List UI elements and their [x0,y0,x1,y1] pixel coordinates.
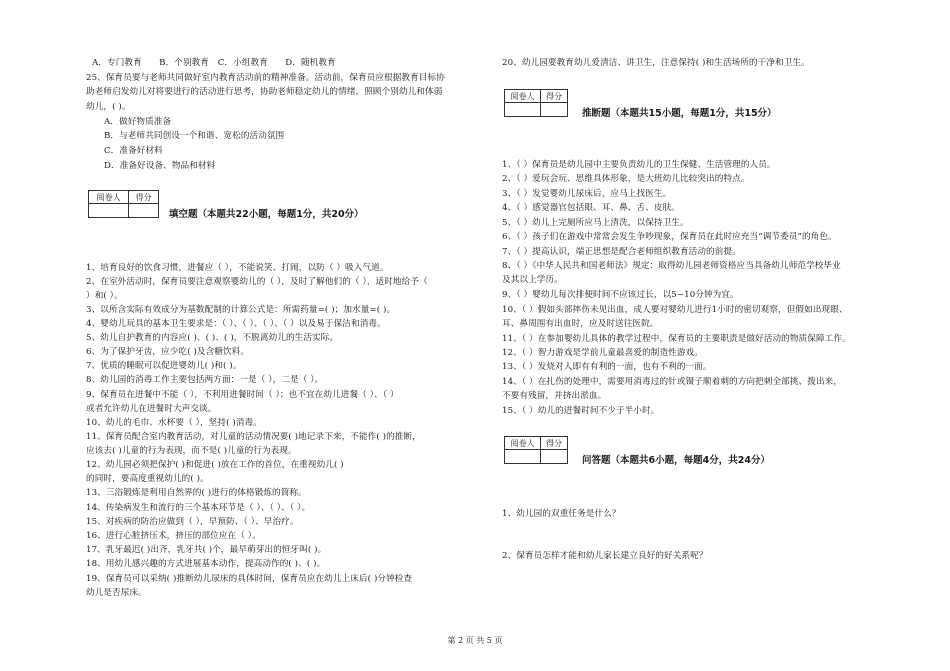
judgement-line: 6、（ ）孩子们在游戏中常常会发生争吵现象，保育员在此时应充当“调节委员”的角色。 [502,232,837,242]
judgement-line: 4、（ ）感觉器官包括眼、耳、鼻、舌、皮肤。 [502,203,680,213]
question-line: 幼儿，( )。 [86,102,131,112]
judgement-line: 耳、鼻周围有出血时，应及时送往医院。 [502,319,659,329]
fill-line: ）和( ）。 [86,291,123,301]
section-title: 推断题（本题共15小题，每题1分，共15分） [582,108,777,119]
fill-line: 11、保育员配合室内教育活动，对儿童的活动情况要( )地记录下来，不能作( )的推断， [86,432,421,442]
score-label: 得分 [541,90,568,103]
fill-line: 8、幼儿园的消毒工作主要包括两方面：一是（ ），二是（ ）。 [86,375,324,385]
judgement-line: 不要有残留，并挤出淤血。 [502,391,607,401]
reviewer-label: 阅卷人 [89,191,129,204]
judgement-line: 12、（ ）智力游戏是学前儿童最喜爱的制造性游戏。 [502,348,703,358]
question-line: 25、保育员要与老师共同做好室内教育活动前的精神准备。活动前，保育员应根据教育目标协 [86,73,445,83]
fill-line: 19、保育员可以采纳( )推断幼儿尿床的具体时间，保育员应在幼儿上床后( )分钟检查 [86,574,413,584]
fill-line: 4、婴幼儿玩具的基本卫生要求是：（ ）、（ ）、（ ）、（ ）以及易于保洁和消毒。 [86,319,386,329]
fill-line: 18、用幼儿感兴趣的方式进展基本动作，提高动作的( )、( )。 [86,559,326,569]
option-line: D．准备好设备、物品和材料 [104,161,216,171]
judgement-line: 5、（ ）幼儿上完厕所应马上清洗，以保持卫生。 [502,218,689,228]
fill-line: 3、以所含实际有效成分为基数配制的计算公式是：所需药量=( )；加水量=( )。 [86,305,396,315]
judgement-line: 7、（ ）提高认识，端正思想是配合老师组织教育活动的前提。 [502,247,741,257]
judgement-line: 13、（ ）发烧对人即有有利的一面，也有不利的一面。 [502,362,712,372]
fill-line: 20、幼儿园要教育幼儿爱清洁、讲卫生，注意保持( )和生活场所的干净和卫生。 [502,58,810,68]
option-line: A．专门教育 B．个别教育 C．小组教育 D．随机教育 [92,58,336,68]
judgement-line: 3、（ ）发觉婴幼儿尿床后，应马上找医生。 [502,189,672,199]
judgement-line: 9、（ ）婴幼儿每次排便时间不应该过长，以5~10分钟为宜。 [502,290,739,300]
fill-line: 12、幼儿园必须把保护( )和促进( )放在工作的首位，在重视幼儿( ) [86,460,344,470]
judgement-line: 1、（ ）保育员是幼儿园中主要负责幼儿的卫生保健、生活管理的人员。 [502,160,776,170]
reviewer-label: 阅卷人 [505,90,541,103]
fill-line: 的同时，要高度重视幼儿的( )。 [86,474,209,484]
judgement-line: 10、（ ）假如头部摔伤未见出血，成人要对婴幼儿进行1小时的密切观察，但假如出现眼、 [502,305,848,315]
fill-line: 16、进行心脏挤压术，挤压的部位应在（ ）。 [86,531,261,541]
score-box [88,190,159,218]
fill-line: 1、培育良好的饮食习惯，进餐应（ ），不能说笑、打闹，以防（ ）吸入气道。 [86,263,389,273]
judgement-line: 14、（ ）在扎伤的处理中，需要用消毒过的针或镊子顺着刺的方向把刺全部挑、拨出来， [502,377,843,387]
judgement-line: 及其以上学历。 [502,275,563,285]
fill-line: 幼儿是否尿床。 [86,588,147,598]
score-label: 得分 [541,437,568,450]
fill-line: 或者允许幼儿在进餐时大声交谈。 [86,404,217,414]
fill-line: 15、对疾病的防治应做到（ ），早预防、（ ）、早治疗。 [86,517,299,527]
judgement-line: 15、（ ）幼儿的进餐时间不少于半小时。 [502,406,660,416]
option-line: C．准备好材料 [104,146,163,156]
question-line: 助老师启发幼儿对将要进行的活动进行思考，协助老师稳定幼儿的情绪，照顾个别幼儿和体弱 [86,87,443,97]
question-line: 2、保育员怎样才能和幼儿家长建立良好的好关系呢？ [502,551,708,561]
option-line: A．做好物质准备 [104,117,172,127]
fill-line: 14、传染病发生和流行的三个基本环节是（ ）、（ ）、（ ）。 [86,503,311,513]
option-line: B．与老师共同创设一个和谐、宽松的活动氛围 [104,131,285,141]
question-line: 1、幼儿园的双重任务是什么？ [502,509,621,519]
section-title: 问答题（本题共6小题，每题4分，共24分） [582,455,770,466]
fill-line: 17、乳牙最迟( )出齐，乳牙共( )个，最早萌芽出的恒牙叫( )。 [86,545,327,555]
fill-line: 应该去( )儿童的行为表现，而不是( )儿童的行为表现。 [86,446,297,456]
judgement-line: 11、（ ）在参加婴幼儿具体的教学过程中，保育员的主要职责是做好活动的物质保障工作。 [502,334,851,344]
fill-line: 9、保育员在进餐中不能（ ），不利用进餐时间（ ）；也不宜在幼儿进餐（ ）、（ ） [86,390,399,400]
fill-line: 10、幼儿的毛巾、水杯要（ ），坚持( )消毒。 [86,418,262,428]
judgement-line: 8、（ ）《中华人民共和国老师法》规定：取得幼儿园老师资格应当具备幼儿师范学校毕业 [502,261,841,271]
score-box [504,89,568,117]
section-title: 填空题（本题共22小题，每题1分，共20分） [169,209,364,220]
fill-line: 7、优质的睡眠可以促进婴幼儿( )和( )。 [86,361,242,371]
fill-line: 13、三浴锻炼是利用自然界的( )进行的体格锻炼的简称。 [86,488,307,498]
fill-line: 6、为了保护牙齿，应少吃( )及含糖饮料。 [86,347,250,357]
reviewer-label: 阅卷人 [505,437,541,450]
page-number: 第 2 页 共 5 页 [447,636,503,645]
fill-line: 5、幼儿自护教育的内容应( )、( )、( )，不脱离幼儿的生活实际。 [86,333,339,343]
judgement-line: 2、（ ）爱玩会玩、思维具体形象，是大班幼儿比较突出的特点。 [502,174,750,184]
fill-line: 2、在室外活动时，保育员要注意观察婴幼儿的（ ），及时了解他们的（ ），适时地给予（ [86,277,428,287]
score-box [504,436,568,464]
score-label: 得分 [129,191,159,204]
